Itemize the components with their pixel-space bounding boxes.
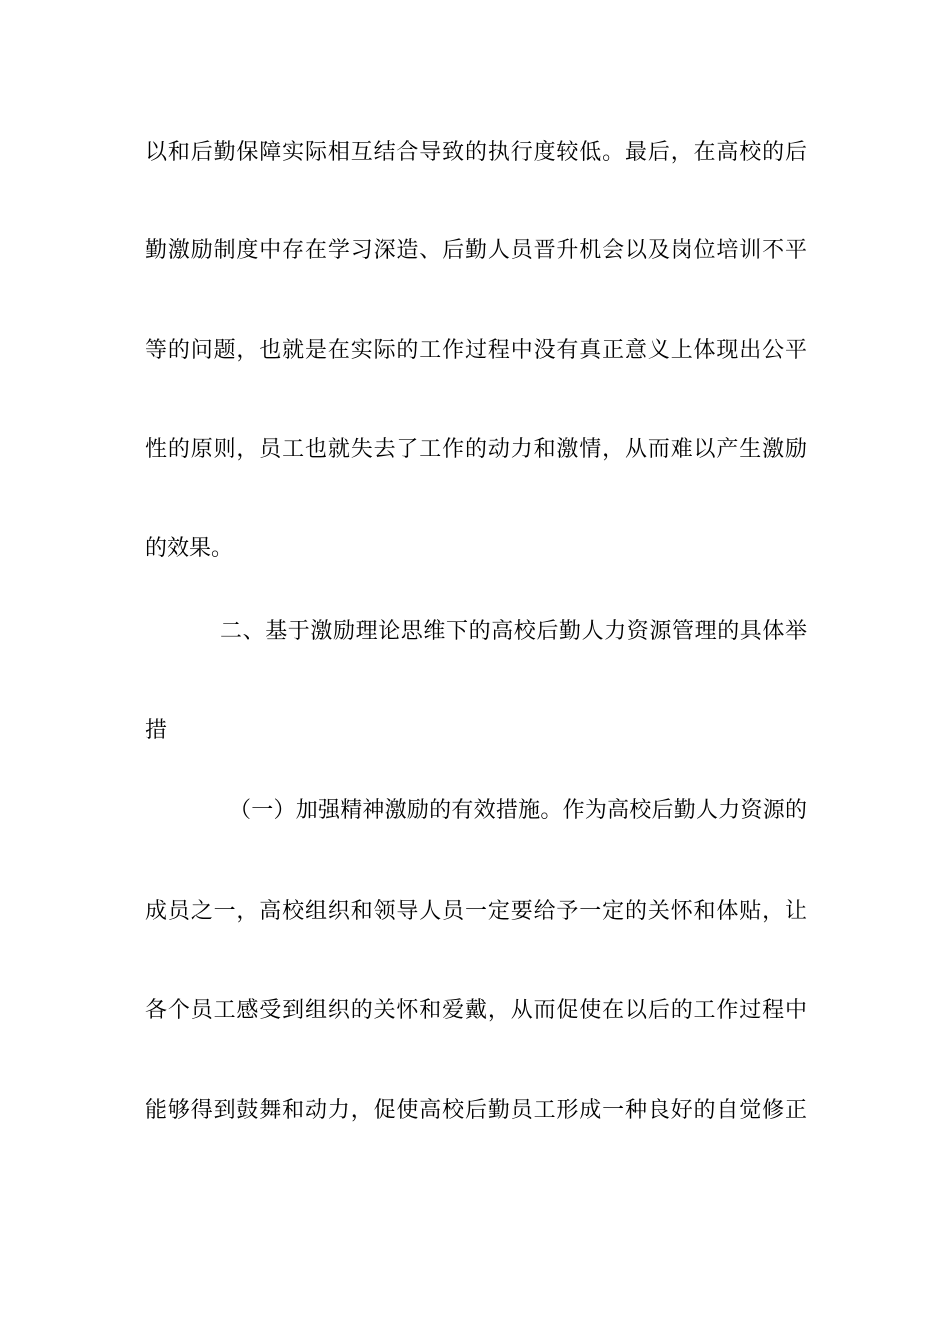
paragraph-line: 成员之一，高校组织和领导人员一定要给予一定的关怀和体贴，让 bbox=[145, 899, 807, 924]
paragraph-line: 能够得到鼓舞和动力，促使高校后勤员工形成一种良好的自觉修正 bbox=[145, 1098, 807, 1123]
paragraph-line: 勤激励制度中存在学习深造、后勤人员晋升机会以及岗位培训不平 bbox=[145, 238, 807, 263]
section-heading: 二、基于激励理论思维下的高校后勤人力资源管理的具体举 bbox=[220, 619, 807, 644]
paragraph-line: 性的原则，员工也就失去了工作的动力和激情，从而难以产生激励 bbox=[145, 437, 807, 462]
paragraph-line: 以和后勤保障实际相互结合导致的执行度较低。最后，在高校的后 bbox=[145, 140, 807, 165]
paragraph-line: 各个员工感受到组织的关怀和爱戴，从而促使在以后的工作过程中 bbox=[145, 998, 807, 1023]
section-heading-continuation: 措 bbox=[145, 718, 168, 743]
paragraph-line: 的效果。 bbox=[145, 536, 234, 561]
paragraph-line: 等的问题，也就是在实际的工作过程中没有真正意义上体现出公平 bbox=[145, 338, 807, 363]
subsection-line: （一）加强精神激励的有效措施。作为高校后勤人力资源的 bbox=[229, 798, 807, 823]
